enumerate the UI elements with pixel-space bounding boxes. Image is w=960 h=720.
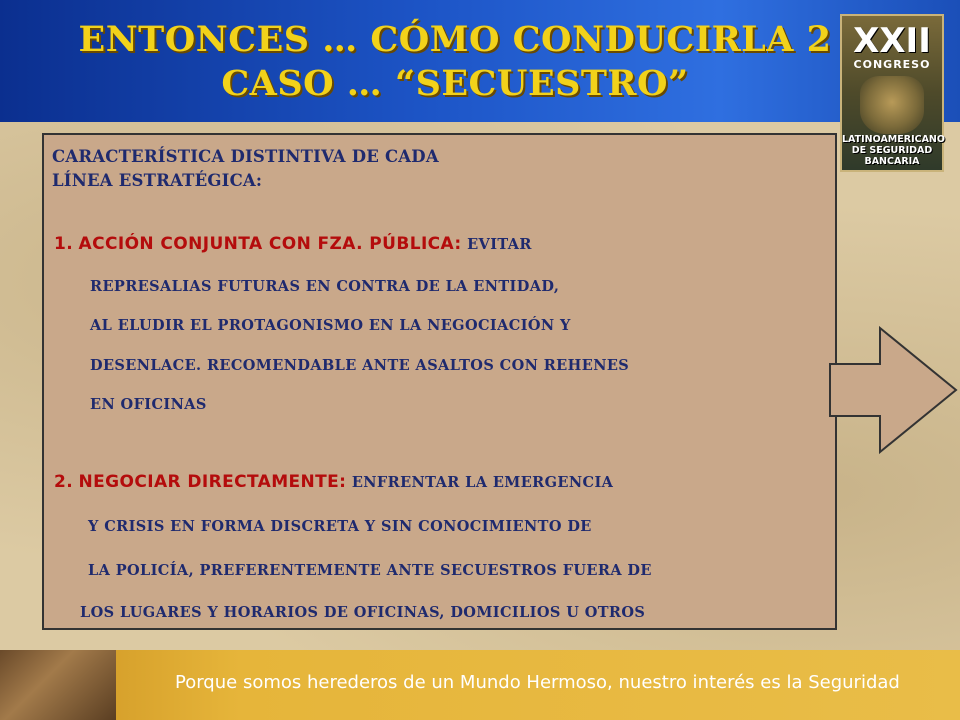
item-1-number: 1.	[54, 234, 74, 254]
item-2-line-2: LA POLICÍA, PREFERENTEMENTE ANTE SECUESTROS FUERA DE	[88, 562, 652, 579]
congress-logo	[840, 14, 944, 172]
footer-band	[0, 650, 960, 720]
logo-mask-image	[860, 76, 924, 134]
item-2-first-line	[54, 472, 613, 492]
logo-band-line-3: BANCARIA	[864, 156, 920, 167]
logo-band-line-2: DE SEGURIDAD	[851, 145, 933, 156]
content-heading	[52, 145, 439, 193]
item-1-line-1: REPRESALIAS FUTURAS EN CONTRA DE LA ENTIDAD,	[90, 278, 560, 295]
item-1-title: ACCIÓN CONJUNTA CON FZA. PÚBLICA:	[78, 234, 462, 254]
item-1-line-2: AL ELUDIR EL PROTAGONISMO EN LA NEGOCIACIÓN Y	[90, 317, 571, 334]
item-1-line-3: DESENLACE. RECOMENDABLE ANTE ASALTOS CON REHENES	[90, 357, 630, 374]
item-2-title: NEGOCIAR DIRECTAMENTE:	[78, 472, 347, 492]
logo-band-text	[842, 134, 945, 167]
item-1-line-4: EN OFICINAS	[90, 396, 207, 413]
content-box	[42, 133, 837, 630]
heading-line-2: LÍNEA ESTRATÉGICA:	[52, 171, 263, 190]
item-2-line-1: Y CRISIS EN FORMA DISCRETA Y SIN CONOCIMIENTO DE	[88, 518, 592, 535]
footer-slogan: Porque somos herederos de un Mundo Hermoso, nuestro interés es la Seguridad	[175, 672, 900, 693]
item-2-number: 2.	[54, 472, 74, 492]
logo-congreso-label: CONGRESO	[853, 58, 931, 71]
title-line-1: ENTONCES … CÓMO CONDUCIRLA 2	[78, 19, 832, 60]
title-line-2: CASO … “SECUESTRO”	[221, 63, 689, 104]
header-band	[0, 0, 960, 122]
item-1-first-line	[54, 234, 532, 254]
footer-photo	[0, 650, 116, 720]
heading-line-1: CARACTERÍSTICA DISTINTIVA DE CADA	[52, 147, 439, 166]
logo-roman-numeral: XXII	[853, 21, 931, 61]
item-1-line-0: EVITAR	[467, 236, 532, 253]
slide-title	[0, 18, 910, 106]
right-arrow-icon	[828, 326, 960, 454]
item-2-line-0: ENFRENTAR LA EMERGENCIA	[351, 474, 614, 491]
logo-band-line-1: LATINOAMERICANO	[842, 134, 945, 145]
item-2-line-3: LOS LUGARES Y HORARIOS DE OFICINAS, DOMICILIOS U OTROS	[80, 604, 646, 621]
